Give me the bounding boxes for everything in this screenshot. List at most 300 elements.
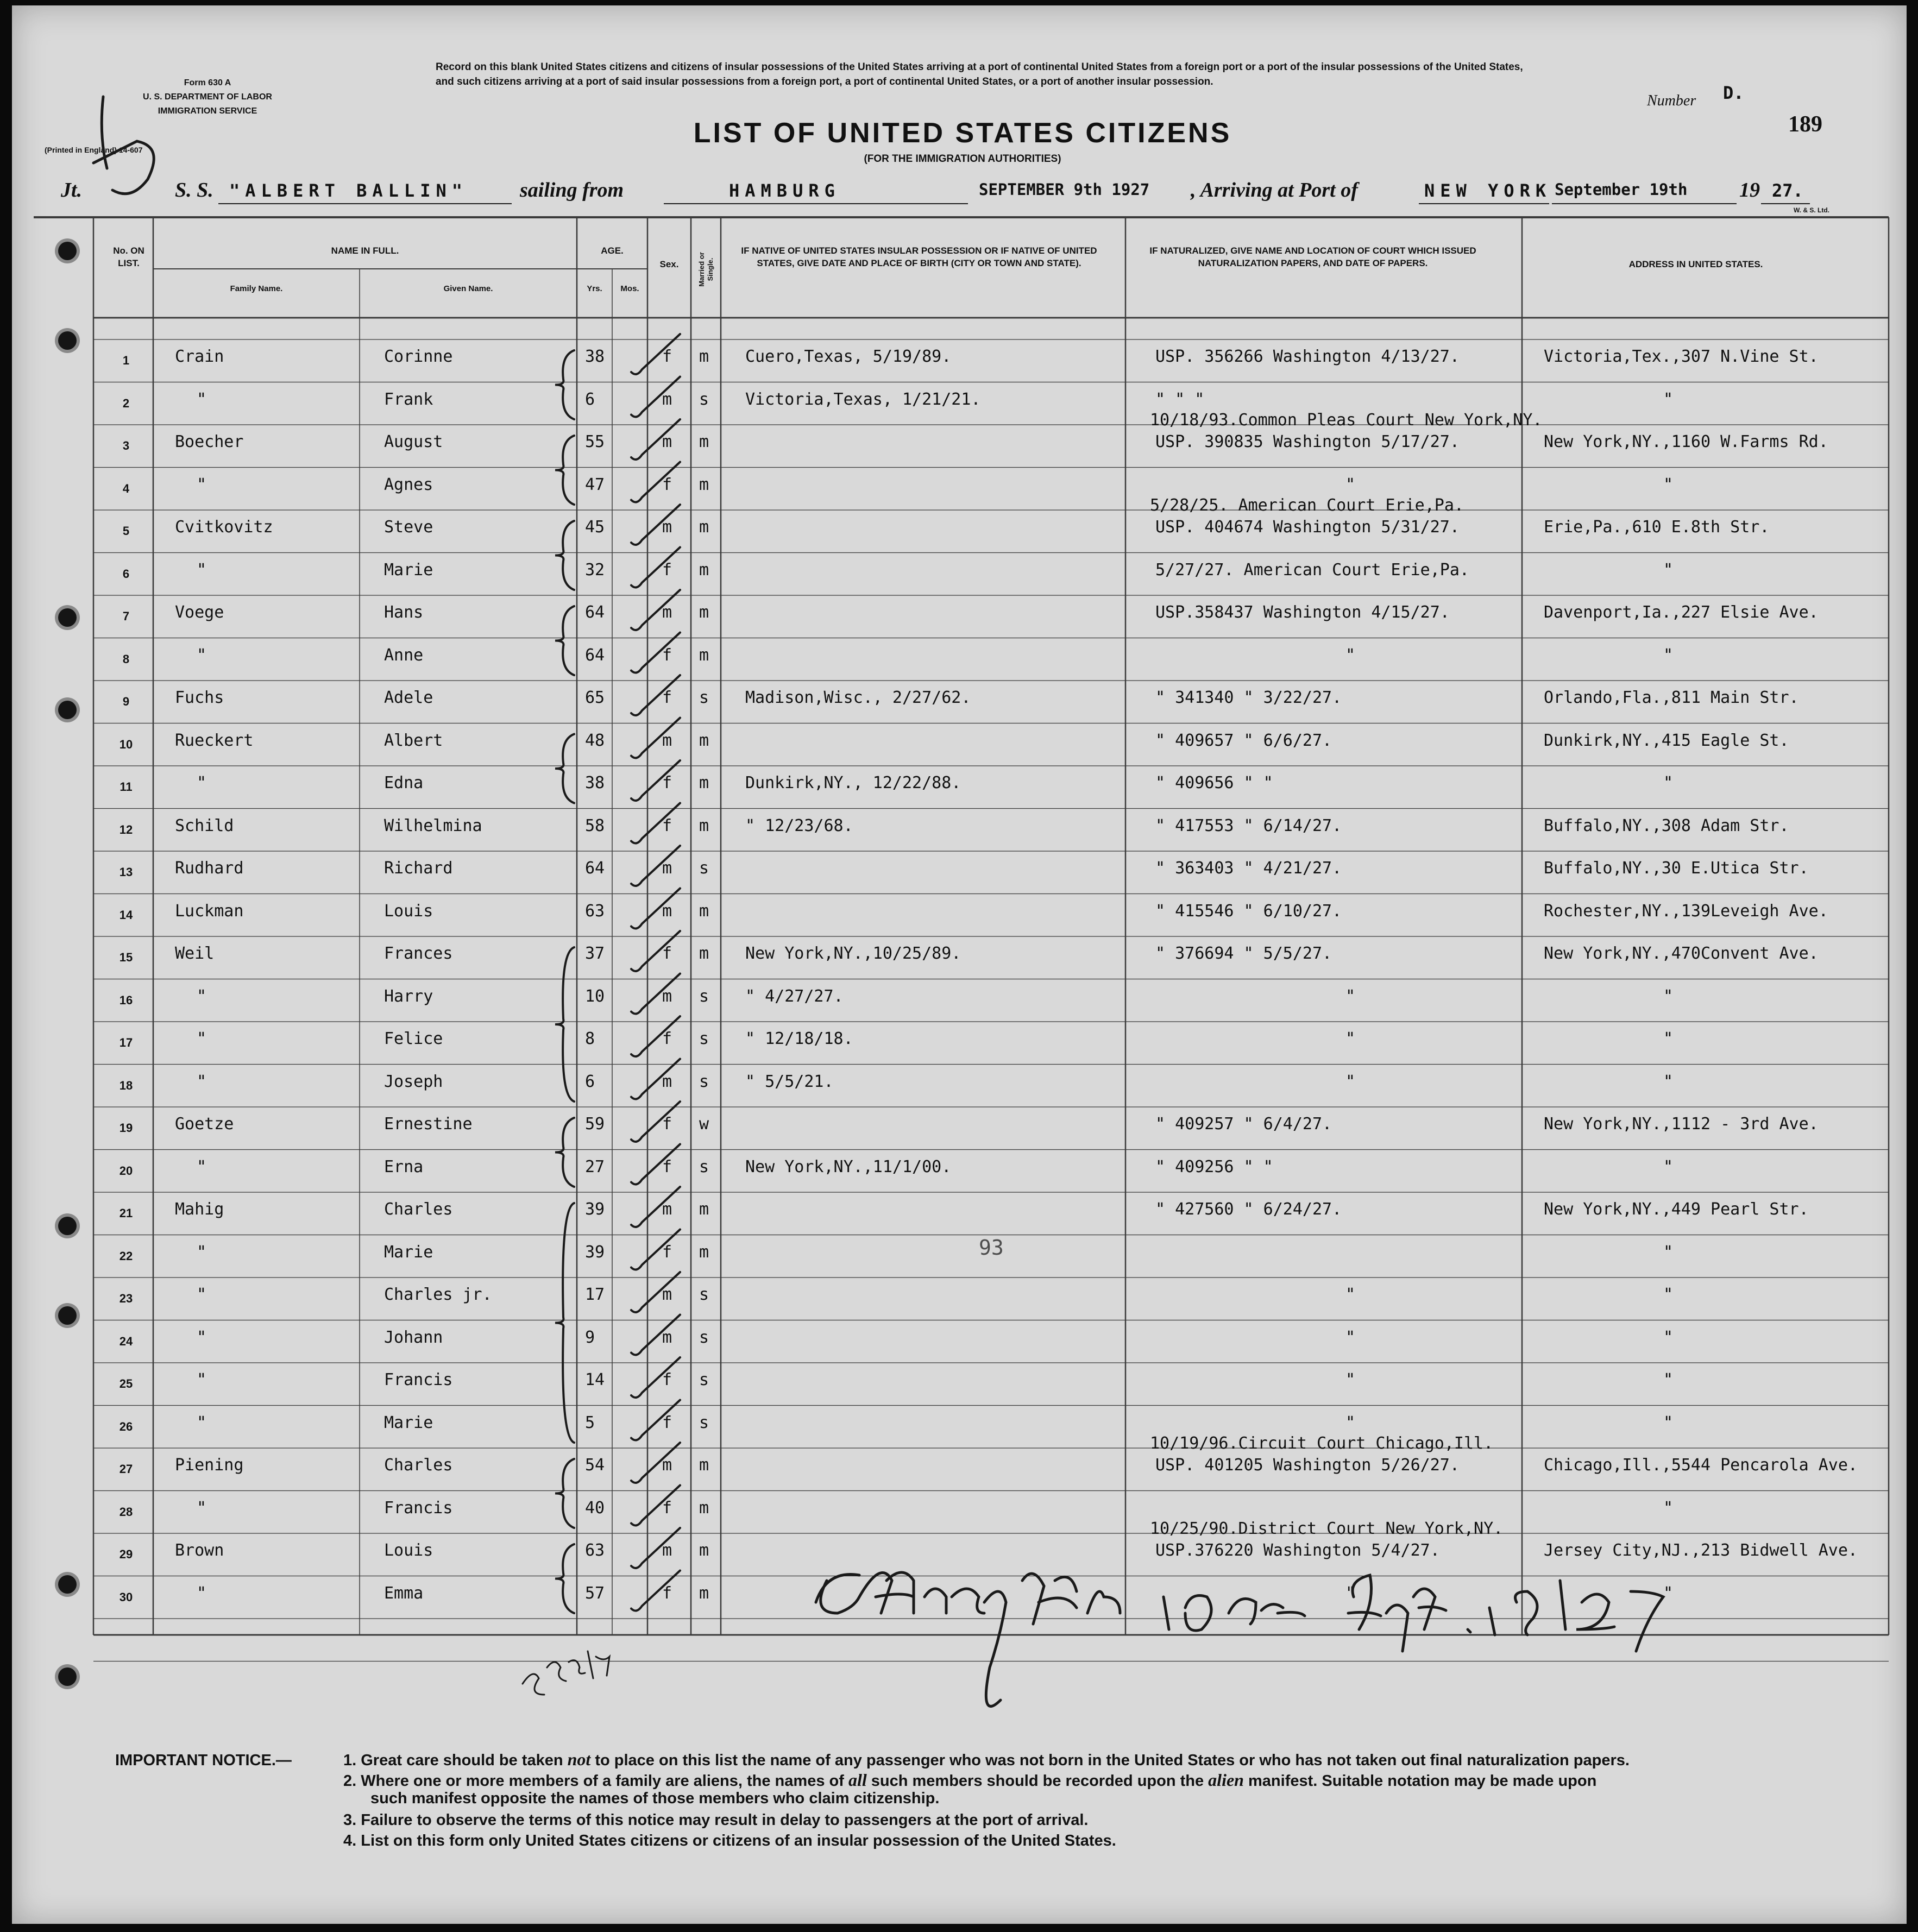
age-years: 27 (585, 1157, 605, 1176)
row-number: 9 (122, 695, 130, 708)
form-instruction: Record on this blank United States citizens and citizens of insular possessions of the United States arriving at a port of continental United States from a foreign port or a port of the insular possessions of the United States, and such citizens arriving at a port of said insular possessions from a foreign port, a port of continental United States, or a port of another insular possession. (436, 61, 1523, 87)
row-number: 21 (119, 1206, 133, 1220)
notice-item-3: 3. Failure to observe the terms of this notice may result in delay to passengers at the port of arrival. (343, 1811, 1089, 1829)
sex: f (662, 1242, 672, 1262)
printer-mark: W. & S. Ltd. (1794, 206, 1829, 214)
marital-status: m (699, 944, 709, 963)
family-name: " (197, 1157, 207, 1176)
given-name: Louis (384, 1541, 433, 1560)
naturalization-paper: " (1345, 1413, 1356, 1432)
us-address: Erie,Pa.,610 E.8th Str. (1544, 518, 1770, 537)
marital-status: m (699, 1498, 709, 1518)
us-address: Victoria,Tex.,307 N.Vine St. (1544, 347, 1819, 366)
row-number: 24 (119, 1334, 133, 1348)
family-name: Cvitkovitz (175, 518, 273, 537)
naturalization-paper: " (1345, 1285, 1356, 1304)
age-years: 5 (585, 1413, 595, 1432)
age-years: 10 (585, 986, 605, 1006)
given-name: Joseph (384, 1072, 443, 1091)
age-years: 65 (585, 688, 605, 707)
naturalization-paper: " 409656 " " (1155, 773, 1273, 792)
row-number: 19 (119, 1121, 133, 1135)
us-address: " (1663, 1370, 1674, 1389)
us-address: New York,NY.,1112 - 3rd Ave. (1544, 1115, 1819, 1134)
given-name: Marie (384, 560, 433, 580)
marital-status: s (699, 1029, 709, 1048)
us-address: " (1663, 1072, 1674, 1091)
naturalization-paper: " (1345, 1583, 1356, 1603)
family-name: Goetze (175, 1115, 234, 1134)
marital-status: s (699, 1327, 709, 1347)
given-name: Francis (384, 1370, 453, 1389)
naturalization-paper: " (1345, 1029, 1356, 1048)
given-name: Emma (384, 1583, 424, 1603)
family-name: Rueckert (175, 731, 254, 750)
us-address: New York,NY.,449 Pearl Str. (1544, 1200, 1809, 1219)
binder-hole (58, 1667, 77, 1686)
sex: m (662, 389, 672, 409)
family-name: " (197, 645, 207, 665)
naturalization-paper: " 409657 " 6/6/27. (1155, 731, 1332, 750)
marital-status: m (699, 518, 709, 537)
sex: m (662, 731, 672, 750)
header-name-in-full: NAME IN FULL. (331, 246, 399, 256)
us-address: " (1663, 1583, 1674, 1603)
marital-status: w (699, 1115, 709, 1134)
given-name: Charles (384, 1456, 453, 1475)
us-address: Chicago,Ill.,5544 Pencarola Ave. (1544, 1456, 1858, 1475)
sex: m (662, 518, 672, 537)
row-number: 8 (122, 652, 130, 666)
naturalization-paper: " (1345, 986, 1356, 1006)
marital-status: m (699, 1583, 709, 1603)
us-address: " (1663, 986, 1674, 1006)
age-years: 55 (585, 432, 605, 451)
marital-status: s (699, 1157, 709, 1176)
notice-heading: IMPORTANT NOTICE.— (115, 1752, 292, 1769)
given-name: August (384, 432, 443, 451)
family-name: Voege (175, 603, 224, 622)
header-naturalized: IF NATURALIZED, GIVE NAME AND LOCATION OF COURT WHICH ISSUED NATURALIZATION PAPERS, AND DATE OF PAPERS. (1149, 246, 1476, 268)
given-name: Anne (384, 645, 424, 665)
us-address: " (1663, 1285, 1674, 1304)
sex: f (662, 1157, 672, 1176)
age-years: 14 (585, 1370, 605, 1389)
us-address: " (1663, 560, 1674, 580)
us-address: New York,NY.,1160 W.Farms Rd. (1544, 432, 1828, 451)
marital-status: m (699, 645, 709, 665)
marital-status: m (699, 432, 709, 451)
header-no: No. ON LIST. (113, 246, 144, 268)
age-years: 38 (585, 347, 605, 366)
service-name: IMMIGRATION SERVICE (158, 106, 257, 116)
given-name: Harry (384, 986, 433, 1006)
naturalization-paper: " (1345, 645, 1356, 665)
row-number: 20 (119, 1163, 133, 1178)
sex: f (662, 1029, 672, 1048)
birth-place-date: " 12/18/18. (745, 1029, 853, 1048)
family-name: " (197, 773, 207, 792)
form-number: Form 630 A (184, 78, 231, 87)
marital-status: m (699, 731, 709, 750)
given-name: Frank (384, 389, 433, 409)
family-name: " (197, 1029, 207, 1048)
stray-mark: 93 (979, 1236, 1004, 1260)
naturalization-paper: " 376694 " 5/5/27. (1155, 944, 1332, 963)
marital-status: s (699, 389, 709, 409)
sex: m (662, 432, 672, 451)
age-years: 47 (585, 475, 605, 494)
binder-hole (58, 1575, 77, 1594)
sex: f (662, 773, 672, 792)
port-to: NEW YORK (1424, 180, 1552, 201)
sex: f (662, 688, 672, 707)
ship-name: "ALBERT BALLIN" (229, 180, 468, 201)
birth-place-date: Victoria,Texas, 1/21/21. (745, 389, 981, 409)
row-number: 2 (122, 396, 130, 410)
us-address: " (1663, 645, 1674, 665)
marital-status: m (699, 773, 709, 792)
family-name: " (197, 560, 207, 580)
marital-status: m (699, 1456, 709, 1475)
naturalization-paper: USP. 401205 Washington 5/26/27. (1155, 1456, 1460, 1475)
given-name: Richard (384, 859, 453, 878)
number-value: D. (1723, 83, 1744, 103)
page-subtitle: (FOR THE IMMIGRATION AUTHORITIES) (864, 153, 1061, 165)
sex: m (662, 1072, 672, 1091)
marital-status: s (699, 688, 709, 707)
family-name: Piening (175, 1456, 244, 1475)
binder-hole (58, 1306, 77, 1325)
age-years: 38 (585, 773, 605, 792)
sex: m (662, 859, 672, 878)
sex: m (662, 1456, 672, 1475)
ss-label: S. S. (175, 179, 213, 202)
sex: m (662, 1541, 672, 1560)
sex: m (662, 986, 672, 1006)
marital-status: m (699, 347, 709, 366)
naturalization-paper: USP.358437 Washington 4/15/27. (1155, 603, 1450, 622)
sex: m (662, 603, 672, 622)
row-number: 12 (119, 822, 133, 836)
us-address: Davenport,Ia.,227 Elsie Ave. (1544, 603, 1819, 622)
year-prefix: 19 (1739, 179, 1760, 202)
department-name: U. S. DEPARTMENT OF LABOR (143, 92, 272, 102)
row-number: 26 (119, 1419, 133, 1433)
binder-hole (58, 608, 77, 627)
birth-place-date: Cuero,Texas, 5/19/89. (745, 347, 952, 366)
family-name: Rudhard (175, 859, 244, 878)
family-name: " (197, 389, 207, 409)
header-family-name: Family Name. (230, 284, 283, 293)
age-years: 64 (585, 859, 605, 878)
page-title: LIST OF UNITED STATES CITIZENS (693, 117, 1232, 149)
row-number: 10 (119, 737, 133, 751)
arrival-date: September 19th (1555, 180, 1688, 199)
birth-place-date: " 5/5/21. (745, 1072, 834, 1091)
naturalization-paper: " (1345, 1327, 1356, 1347)
sex: m (662, 1327, 672, 1347)
family-name: Luckman (175, 901, 244, 921)
family-name: " (197, 1583, 207, 1603)
naturalization-paper: " 417553 " 6/14/27. (1155, 816, 1342, 835)
given-name: Ernestine (384, 1115, 473, 1134)
row-number: 25 (119, 1377, 133, 1390)
us-address: Rochester,NY.,139Leveigh Ave. (1544, 901, 1828, 921)
naturalization-paper: " 363403 " 4/21/27. (1155, 859, 1342, 878)
arriving-label: , Arriving at Port of (1191, 179, 1358, 202)
printer-note: (Printed in England) 14-607 (45, 146, 143, 154)
age-years: 6 (585, 389, 595, 409)
sheet-number: 189 (1788, 112, 1822, 137)
row-number: 17 (119, 1036, 133, 1049)
header-native: IF NATIVE OF UNITED STATES INSULAR POSSESSION OR IF NATIVE OF UNITED STATES, GIVE DATE AND PLACE OF BIRTH (CITY OR TOWN AND STATE). (741, 246, 1097, 268)
row-number: 13 (119, 865, 133, 879)
naturalization-paper: USP. 404674 Washington 5/31/27. (1155, 518, 1460, 537)
marital-status: s (699, 859, 709, 878)
sex: f (662, 1370, 672, 1389)
age-years: 64 (585, 603, 605, 622)
given-name: Francis (384, 1498, 453, 1518)
sex: f (662, 816, 672, 835)
family-name: Mahig (175, 1200, 224, 1219)
given-name: Corinne (384, 347, 453, 366)
row-number: 7 (122, 609, 130, 623)
naturalization-court: 10/25/90.District Court New York,NY. (1150, 1519, 1504, 1538)
binder-hole (58, 701, 77, 719)
naturalization-paper: " 427560 " 6/24/27. (1155, 1200, 1342, 1219)
us-address: Buffalo,NY.,308 Adam Str. (1544, 816, 1789, 835)
row-number: 4 (122, 481, 130, 495)
us-address: Dunkirk,NY.,415 Eagle St. (1544, 731, 1789, 750)
birth-place-date: New York,NY.,11/1/00. (745, 1157, 952, 1176)
row-number: 27 (119, 1462, 133, 1476)
row-number: 29 (119, 1547, 133, 1561)
family-name: Crain (175, 347, 224, 366)
age-years: 63 (585, 901, 605, 921)
given-name: Edna (384, 773, 424, 792)
age-years: 8 (585, 1029, 595, 1048)
header-sex: Sex. (659, 259, 679, 269)
header-given-name: Given Name. (443, 284, 493, 293)
marital-status: m (699, 1200, 709, 1219)
row-number: 30 (119, 1590, 133, 1604)
row-number: 14 (119, 908, 133, 922)
age-years: 39 (585, 1200, 605, 1219)
family-name: " (197, 1285, 207, 1304)
row-number: 28 (119, 1505, 133, 1519)
voyage-prefix: Jt. (61, 179, 83, 202)
us-address: " (1663, 1242, 1674, 1262)
notice-item-1: 1. Great care should be taken not to place on this list the name of any passenger who was not born in the United States or who has not taken out final naturalization papers. (343, 1750, 1630, 1769)
naturalization-paper: USP. 356266 Washington 4/13/27. (1155, 347, 1460, 366)
row-number: 11 (120, 780, 133, 794)
age-years: 17 (585, 1285, 605, 1304)
naturalization-paper: USP. 390835 Washington 5/17/27. (1155, 432, 1460, 451)
marital-status: s (699, 1413, 709, 1432)
naturalization-paper: " (1345, 1072, 1356, 1091)
given-name: Louis (384, 901, 433, 921)
given-name: Steve (384, 518, 433, 537)
age-years: 64 (585, 645, 605, 665)
naturalization-court: 10/19/96.Circuit Court Chicago,Ill. (1150, 1434, 1494, 1453)
sex: f (662, 475, 672, 494)
family-name: Weil (175, 944, 215, 963)
us-address: New York,NY.,470Convent Ave. (1544, 944, 1819, 963)
naturalization-paper: 5/27/27. American Court Erie,Pa. (1155, 560, 1469, 580)
age-years: 57 (585, 1583, 605, 1603)
marital-status: m (699, 1541, 709, 1560)
birth-place-date: Madison,Wisc., 2/27/62. (745, 688, 971, 707)
given-name: Marie (384, 1242, 433, 1262)
given-name: Erna (384, 1157, 424, 1176)
age-years: 39 (585, 1242, 605, 1262)
naturalization-paper: " 409257 " 6/4/27. (1155, 1115, 1332, 1134)
given-name: Agnes (384, 475, 433, 494)
handwritten-marks (12, 5, 1907, 1924)
naturalization-court: 5/28/25. American Court Erie,Pa. (1150, 496, 1464, 515)
binder-hole (58, 331, 77, 350)
us-address: " (1663, 1413, 1674, 1432)
given-name: Adele (384, 688, 433, 707)
naturalization-paper: USP.376220 Washington 5/4/27. (1155, 1541, 1440, 1560)
sex: f (662, 1115, 672, 1134)
birth-place-date: " 4/27/27. (745, 986, 844, 1006)
given-name: Johann (384, 1327, 443, 1347)
us-address: Buffalo,NY.,30 E.Utica Str. (1544, 859, 1809, 878)
family-name: " (197, 475, 207, 494)
row-number: 1 (122, 354, 130, 367)
us-address: Jersey City,NJ.,213 Bidwell Ave. (1544, 1541, 1858, 1560)
us-address: " (1663, 389, 1674, 409)
notice-item-2: 2. Where one or more members of a family are aliens, the names of all such members should be recorded upon the alien manifest. Suitable notation may be made upon (343, 1770, 1597, 1790)
port-from: HAMBURG (729, 180, 840, 201)
age-years: 45 (585, 518, 605, 537)
row-number: 22 (119, 1249, 133, 1263)
header-address: ADDRESS IN UNITED STATES. (1628, 259, 1763, 269)
row-number: 3 (122, 439, 130, 452)
family-name: Fuchs (175, 688, 224, 707)
family-name: Boecher (175, 432, 244, 451)
us-address: " (1663, 1029, 1674, 1048)
age-years: 9 (585, 1327, 595, 1347)
marital-status: s (699, 1072, 709, 1091)
sailing-label: sailing from (520, 179, 624, 202)
naturalization-paper: " 341340 " 3/22/27. (1155, 688, 1342, 707)
header-married-single: Married or Single. (697, 252, 714, 287)
row-number: 16 (119, 993, 133, 1007)
family-name: " (197, 1327, 207, 1347)
age-years: 59 (585, 1115, 605, 1134)
age-years: 54 (585, 1456, 605, 1475)
us-address: " (1663, 1498, 1674, 1518)
age-years: 6 (585, 1072, 595, 1091)
given-name: Albert (384, 731, 443, 750)
given-name: Charles jr. (384, 1285, 492, 1304)
notice-item-2-cont: such manifest opposite the names of those members who claim citizenship. (370, 1790, 940, 1807)
marital-status: m (699, 603, 709, 622)
marital-status: m (699, 816, 709, 835)
sex: m (662, 901, 672, 921)
family-name: " (197, 1242, 207, 1262)
sex: m (662, 1285, 672, 1304)
us-address: Orlando,Fla.,811 Main Str. (1544, 688, 1799, 707)
given-name: Felice (384, 1029, 443, 1048)
departure-date: SEPTEMBER 9th 1927 (979, 180, 1150, 199)
sex: f (662, 645, 672, 665)
number-label: Number (1647, 92, 1696, 109)
header-age: AGE. (601, 246, 624, 256)
us-address: " (1663, 1327, 1674, 1347)
binder-hole (58, 1217, 77, 1235)
age-years: 40 (585, 1498, 605, 1518)
sex: f (662, 944, 672, 963)
family-name: " (197, 1370, 207, 1389)
family-name: " (197, 1498, 207, 1518)
marital-status: s (699, 1285, 709, 1304)
given-name: Marie (384, 1413, 433, 1432)
birth-place-date: Dunkirk,NY., 12/22/88. (745, 773, 961, 792)
us-address: " (1663, 475, 1674, 494)
row-number: 6 (122, 567, 130, 581)
row-number: 5 (122, 524, 130, 538)
naturalization-court: 10/18/93.Common Pleas Court New York,NY. (1150, 411, 1543, 430)
given-name: Hans (384, 603, 424, 622)
sex: f (662, 347, 672, 366)
age-years: 37 (585, 944, 605, 963)
given-name: Charles (384, 1200, 453, 1219)
notice-item-4: 4. List on this form only United States citizens or citizens of an insular possession of the United States. (343, 1832, 1116, 1849)
header-yrs: Yrs. (587, 284, 602, 293)
sex: f (662, 1583, 672, 1603)
age-years: 63 (585, 1541, 605, 1560)
marital-status: m (699, 1242, 709, 1262)
family-name: Schild (175, 816, 234, 835)
naturalization-paper: " " " (1155, 389, 1205, 409)
row-number: 18 (119, 1078, 133, 1092)
marital-status: m (699, 475, 709, 494)
age-years: 58 (585, 816, 605, 835)
us-address: " (1663, 773, 1674, 792)
marital-status: s (699, 986, 709, 1006)
family-name: " (197, 986, 207, 1006)
birth-place-date: " 12/23/68. (745, 816, 853, 835)
sex: f (662, 560, 672, 580)
age-years: 32 (585, 560, 605, 580)
marital-status: s (699, 1370, 709, 1389)
given-name: Wilhelmina (384, 816, 482, 835)
naturalization-paper: " 409256 " " (1155, 1157, 1273, 1176)
row-number: 23 (119, 1292, 133, 1305)
us-address: " (1663, 1157, 1674, 1176)
row-number: 15 (119, 951, 133, 964)
naturalization-paper: " (1345, 475, 1356, 494)
birth-place-date: New York,NY.,10/25/89. (745, 944, 961, 963)
given-name: Frances (384, 944, 453, 963)
family-name: " (197, 1413, 207, 1432)
sex: m (662, 1200, 672, 1219)
naturalization-paper: " (1345, 1370, 1356, 1389)
manifest-sheet (12, 5, 1907, 1924)
sex: f (662, 1413, 672, 1432)
family-name: " (197, 1072, 207, 1091)
marital-status: m (699, 901, 709, 921)
header-mos: Mos. (620, 284, 639, 293)
marital-status: m (699, 560, 709, 580)
age-years: 48 (585, 731, 605, 750)
year-suffix: 27. (1772, 180, 1803, 201)
binder-hole (58, 242, 77, 260)
